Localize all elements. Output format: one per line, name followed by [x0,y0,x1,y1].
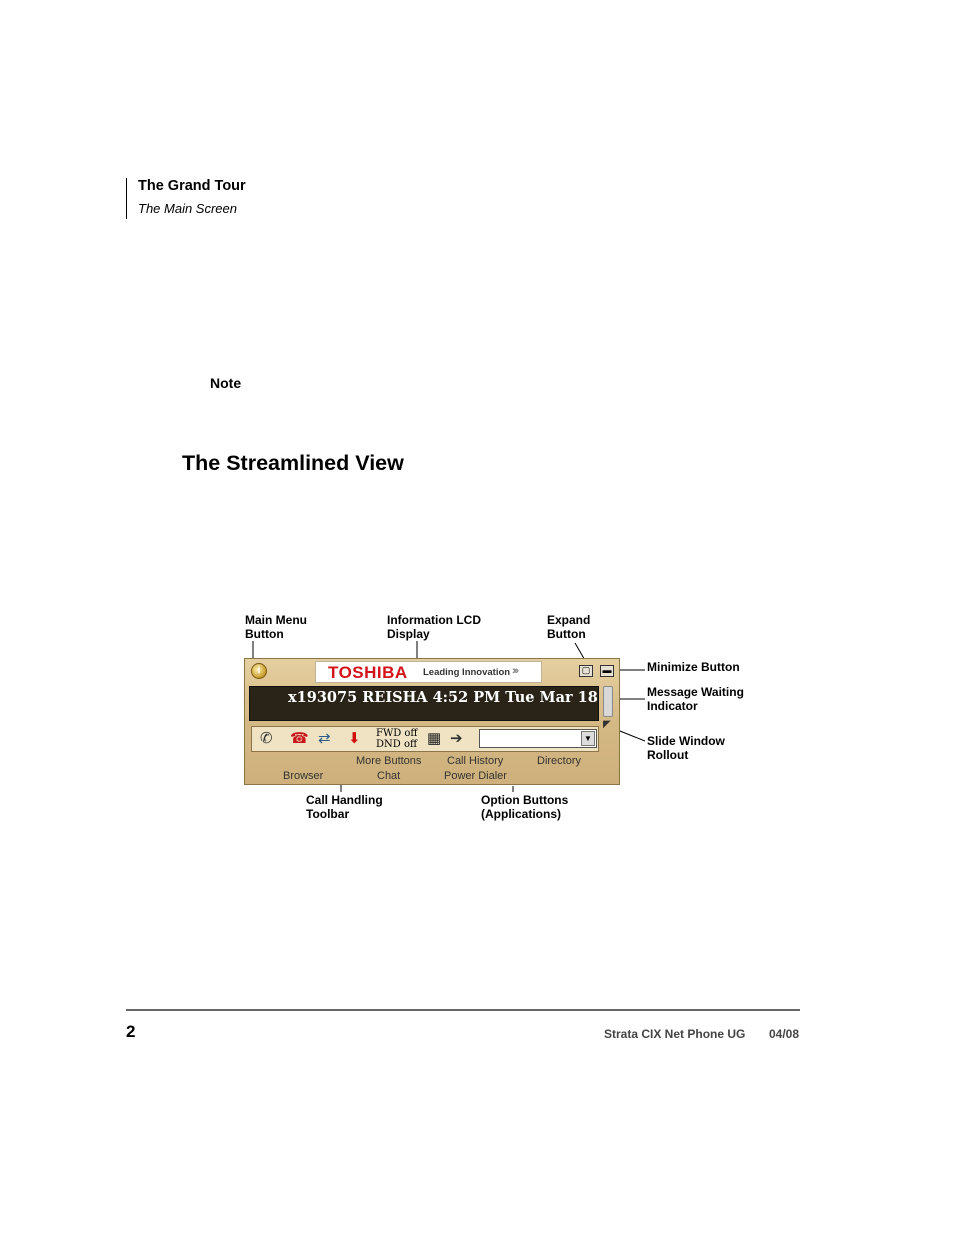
page-number: 2 [126,1022,136,1041]
footer-doc-title: Strata CIX Net Phone UG [604,1027,746,1041]
dnd-status: DND off [376,739,418,750]
expand-button[interactable] [579,665,593,677]
call-handling-toolbar [251,726,599,752]
section-subtitle: The Main Screen [138,201,237,216]
message-waiting-indicator [603,686,613,717]
handset-icon[interactable]: ✆ [260,730,273,747]
callout-slide-window: Slide Window Rollout [647,734,725,762]
footer-rule [126,1009,800,1011]
callout-minimize: Minimize Button [647,660,740,674]
chevron-down-icon[interactable]: ▼ [581,731,595,746]
option-call-history[interactable]: Call History [447,755,504,767]
callout-main-menu: Main Menu Button [245,613,307,641]
main-menu-button[interactable]: i [251,663,267,679]
pickup-icon[interactable]: ⬇ [348,730,361,747]
option-power-dialer[interactable]: Power Dialer [444,770,507,782]
chapter-title: The Grand Tour [138,178,246,194]
chevrons-icon: ››› [512,665,517,677]
callout-option-buttons: Option Buttons (Applications) [481,793,569,821]
information-lcd-display: x193075 REISHA 4:52 PM Tue Mar 18 [249,686,599,721]
option-browser[interactable]: Browser [283,770,324,782]
callout-expand: Expand Button [547,613,591,641]
callout-message-waiting: Message Waiting Indicator [647,685,744,713]
dial-number-combobox[interactable] [479,729,597,748]
dial-arrow-icon[interactable]: ➔ [450,730,463,747]
logo-banner [315,661,542,683]
slide-window-rollout-icon[interactable]: ◤ [603,719,611,730]
minimize-icon: ▬ [602,665,612,675]
option-directory[interactable]: Directory [537,755,582,767]
callout-call-toolbar: Call Handling Toolbar [306,793,383,821]
footer-date: 04/08 [769,1027,800,1041]
hold-icon[interactable]: ☎ [290,730,309,747]
streamlined-view-window [244,658,620,785]
fwd-dnd-status[interactable] [376,728,418,750]
section-heading: The Streamlined View [182,451,404,475]
callout-info-lcd: Information LCD Display [387,613,481,641]
option-more-buttons[interactable]: More Buttons [356,755,422,767]
dialpad-icon[interactable]: ▦ [427,730,442,747]
option-chat[interactable]: Chat [377,770,401,782]
fwd-status: FWD off [376,728,418,739]
expand-icon: ▢ [581,665,591,675]
minimize-button[interactable] [600,665,614,677]
logo-tagline: Leading Innovation [423,667,511,678]
toshiba-logo: TOSHIBA [328,663,408,682]
transfer-icon[interactable]: ⇄ [318,730,331,747]
note-label: Note [210,375,242,391]
